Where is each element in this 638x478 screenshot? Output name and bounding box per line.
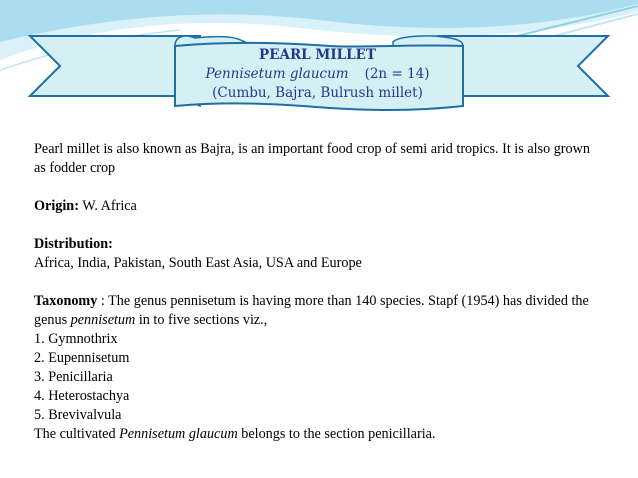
scientific-name: Pennisetum glaucum xyxy=(205,66,349,82)
taxonomy-text-2: in to five sections viz., xyxy=(135,312,268,328)
closing-line xyxy=(34,425,604,444)
taxonomy-paragraph xyxy=(34,292,604,330)
origin-value: W. Africa xyxy=(78,198,137,214)
list-item: 3. Penicillaria xyxy=(34,369,113,385)
origin-line xyxy=(34,197,604,216)
distribution-label: Distribution: xyxy=(34,236,113,252)
slide-body xyxy=(34,140,604,444)
banner-heading xyxy=(175,46,460,103)
list-item: 5. Brevivalvula xyxy=(34,407,122,423)
closing-text-1: The cultivated xyxy=(34,426,120,442)
taxonomy-text-1: : The genus pennisetum is having more than 140 species. Stapf (1954) has divided the genus xyxy=(34,293,589,328)
intro-paragraph: Pearl millet is also known as Bajra, is an important food crop of semi arid tropics. It is also grown as fodder crop xyxy=(34,141,590,176)
section-list xyxy=(34,330,604,425)
banner-title: PEARL MILLET xyxy=(259,47,376,63)
closing-text-2: belongs to the section penicillaria. xyxy=(237,426,436,442)
common-names: (Cumbu, Bajra, Bulrush millet) xyxy=(212,85,423,101)
list-item: 1. Gymnothrix xyxy=(34,331,118,347)
list-item: 4. Heterostachya xyxy=(34,388,130,404)
list-item: 2. Eupennisetum xyxy=(34,350,130,366)
taxonomy-genus: pennisetum xyxy=(70,312,136,328)
chromosome-number: (2n = 14) xyxy=(364,66,430,82)
origin-label: Origin: xyxy=(34,198,79,214)
distribution-value: Africa, India, Pakistan, South East Asia, USA and Europe xyxy=(34,255,362,271)
taxonomy-label: Taxonomy xyxy=(34,293,98,309)
closing-species: Pennisetum glaucum xyxy=(119,426,238,442)
banner-scientific-line xyxy=(175,65,460,84)
